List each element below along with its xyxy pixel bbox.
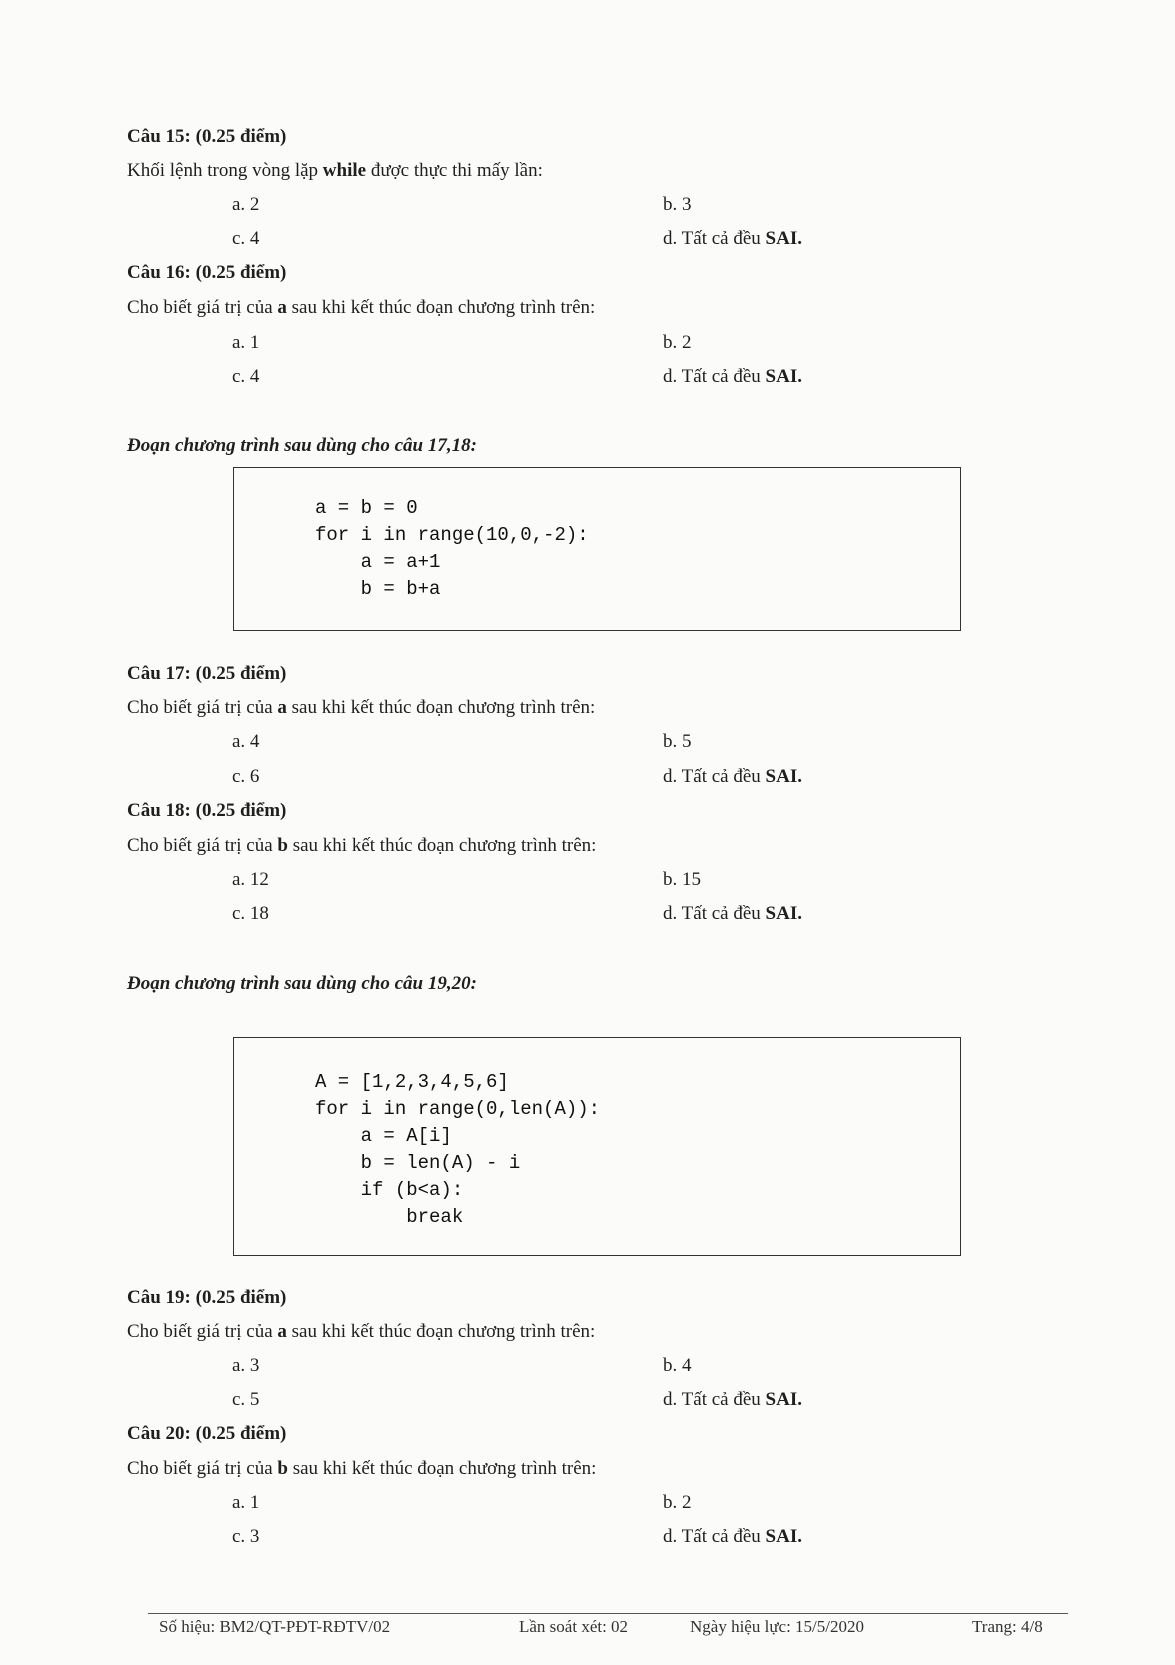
- question-19-title: Câu 19: (0.25 điểm): [127, 1287, 287, 1308]
- code-line: a = b = 0: [315, 497, 418, 519]
- option-b[interactable]: b. 15: [663, 869, 701, 890]
- footer-revision: Lần soát xét: 02: [519, 1617, 629, 1636]
- question-18-text: [127, 835, 596, 857]
- code-line: for i in range(10,0,-2):: [315, 524, 589, 546]
- code-box-19-20: [233, 1037, 961, 1256]
- option-c[interactable]: c. 4: [232, 228, 260, 249]
- question-15-title: Câu 15: (0.25 điểm): [127, 126, 287, 147]
- question-17-text: [127, 697, 595, 719]
- option-d-text: d. Tất cả đều: [663, 228, 766, 249]
- question-text-keyword: a: [277, 697, 287, 718]
- question-text-part: Cho biết giá trị của: [127, 1321, 278, 1342]
- option-a[interactable]: a. 1: [232, 332, 260, 353]
- option-a[interactable]: a. 1: [232, 1492, 260, 1513]
- option-c[interactable]: c. 5: [232, 1389, 260, 1410]
- option-b[interactable]: b. 4: [663, 1355, 692, 1376]
- code-box-17-18: [233, 467, 961, 631]
- question-text-part: Cho biết giá trị của: [127, 697, 278, 718]
- question-text-part: Cho biết giá trị của: [127, 835, 278, 856]
- question-text-keyword: b: [277, 1458, 288, 1479]
- option-a[interactable]: a. 12: [232, 869, 269, 890]
- question-19-text: [127, 1321, 595, 1343]
- option-d[interactable]: [663, 766, 802, 788]
- code-intro-17-18: Đoạn chương trình sau dùng cho câu 17,18:: [127, 435, 477, 456]
- option-c[interactable]: c. 4: [232, 366, 260, 387]
- option-a[interactable]: a. 2: [232, 194, 260, 215]
- code-line: a = A[i]: [315, 1125, 452, 1147]
- question-20-text: [127, 1458, 596, 1480]
- question-18-title: Câu 18: (0.25 điểm): [127, 800, 287, 821]
- option-d-keyword: SAI.: [765, 366, 802, 387]
- question-text-keyword: a: [277, 1321, 287, 1342]
- question-text-keyword: while: [322, 160, 367, 181]
- option-d[interactable]: [663, 228, 802, 250]
- question-text-part: Khối lệnh trong vòng lặp: [127, 160, 323, 181]
- question-text-keyword: b: [277, 835, 288, 856]
- code-intro-19-20: Đoạn chương trình sau dùng cho câu 19,20:: [127, 973, 477, 994]
- option-d-text: d. Tất cả đều: [663, 903, 766, 924]
- question-15-text: [127, 160, 543, 182]
- option-c[interactable]: c. 6: [232, 766, 260, 787]
- option-d-text: d. Tất cả đều: [663, 366, 766, 387]
- code-line: break: [315, 1206, 464, 1228]
- option-d-keyword: SAI.: [765, 1526, 802, 1547]
- option-d[interactable]: [663, 1389, 802, 1411]
- option-d-keyword: SAI.: [765, 766, 802, 787]
- option-b[interactable]: b. 5: [663, 731, 692, 752]
- question-16-title: Câu 16: (0.25 điểm): [127, 262, 287, 283]
- question-text-part: Cho biết giá trị của: [127, 1458, 278, 1479]
- option-c[interactable]: c. 18: [232, 903, 269, 924]
- code-line: if (b<a):: [315, 1179, 464, 1201]
- code-line: A = [1,2,3,4,5,6]: [315, 1071, 509, 1093]
- option-d-text: d. Tất cả đều: [663, 766, 766, 787]
- option-a[interactable]: a. 3: [232, 1355, 260, 1376]
- option-b[interactable]: b. 2: [663, 332, 692, 353]
- option-d[interactable]: [663, 366, 802, 388]
- footer-effective-date: Ngày hiệu lực: 15/5/2020: [690, 1617, 864, 1636]
- code-line: for i in range(0,len(A)):: [315, 1098, 601, 1120]
- code-line: b = len(A) - i: [315, 1152, 521, 1174]
- option-d[interactable]: [663, 903, 802, 925]
- question-text-part: sau khi kết thúc đoạn chương trình trên:: [286, 297, 596, 318]
- option-d-keyword: SAI.: [765, 228, 802, 249]
- question-text-part: sau khi kết thúc đoạn chương trình trên:: [286, 1321, 596, 1342]
- question-text-part: sau khi kết thúc đoạn chương trình trên:: [287, 835, 597, 856]
- code-line: a = a+1: [315, 551, 441, 573]
- question-text-keyword: a: [277, 297, 287, 318]
- question-16-text: [127, 297, 595, 319]
- option-a[interactable]: a. 4: [232, 731, 260, 752]
- footer-page-number: Trang: 4/8: [972, 1617, 1043, 1636]
- option-d-text: d. Tất cả đều: [663, 1389, 766, 1410]
- code-line: b = b+a: [315, 578, 441, 600]
- option-d[interactable]: [663, 1526, 802, 1548]
- footer-document-code: Số hiệu: BM2/QT-PĐT-RĐTV/02: [159, 1617, 391, 1636]
- question-text-part: sau khi kết thúc đoạn chương trình trên:: [287, 1458, 597, 1479]
- option-b[interactable]: b. 3: [663, 194, 692, 215]
- option-d-keyword: SAI.: [765, 903, 802, 924]
- option-b[interactable]: b. 2: [663, 1492, 692, 1513]
- option-d-text: d. Tất cả đều: [663, 1526, 766, 1547]
- option-c[interactable]: c. 3: [232, 1526, 260, 1547]
- option-d-keyword: SAI.: [765, 1389, 802, 1410]
- question-17-title: Câu 17: (0.25 điểm): [127, 663, 287, 684]
- question-text-part: sau khi kết thúc đoạn chương trình trên:: [286, 697, 596, 718]
- question-text-part: Cho biết giá trị của: [127, 297, 278, 318]
- question-text-part: được thực thi mấy lần:: [366, 160, 543, 181]
- question-20-title: Câu 20: (0.25 điểm): [127, 1423, 287, 1444]
- footer-divider: [148, 1613, 1068, 1614]
